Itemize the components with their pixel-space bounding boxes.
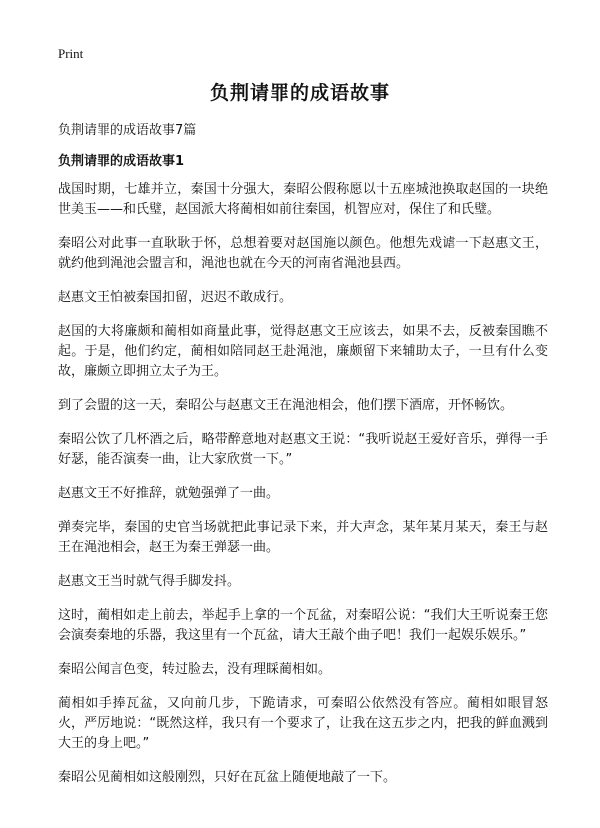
paragraph: 赵惠文王怕被秦国扣留，迟迟不敢成行。 <box>58 290 293 305</box>
article-body <box>58 180 548 802</box>
paragraph: 蔺相如手捧瓦盆，又向前几步，下跪请求，可秦昭公依然没有答应。蔺相如眼冒怒火，严厉地说：“既然这样，我只有一个要求了，让我在这五步之内，把我的鲜血溅到大王的身上吧。” <box>58 696 548 751</box>
paragraph: 秦昭公对此事一直耿耿于怀，总想着要对赵国施以颜色。他想先戏谑一下赵惠文王，就约他到渑池会盟言和，渑池也就在今天的河南省渑池县西。 <box>58 236 548 271</box>
document-subtitle: 负荆请罪的成语故事7篇 <box>58 123 197 138</box>
paragraph: 赵惠文王当时就气得手脚发抖。 <box>58 574 241 589</box>
paragraph: 赵国的大将廉颇和蔺相如商量此事，觉得赵惠文王应该去，如果不去，反被秦国瞧不起。于是，他们约定，蔺相如陪同赵王赴渑池，廉颇留下来辅助太子，一旦有什么变故，廉颇立即拥立太子为王。 <box>58 324 548 379</box>
paragraph: 秦昭公闻言色变，转过脸去，没有理睬蔺相如。 <box>58 662 332 677</box>
page-title: 负荆请罪的成语故事 <box>209 82 390 104</box>
section-heading: 负荆请罪的成语故事1 <box>58 154 185 169</box>
paragraph: 秦昭公见蔺相如这般刚烈，只好在瓦盆上随便地敲了一下。 <box>58 770 397 785</box>
paragraph: 弹奏完毕，秦国的史官当场就把此事记录下来，并大声念，某年某月某天，秦王与赵王在渑池相会，赵王为秦王弹瑟一曲。 <box>58 520 548 555</box>
print-link[interactable]: Print <box>58 46 84 61</box>
paragraph: 这时，蔺相如走上前去，举起手上拿的一个瓦盆，对秦昭公说：“我们大王听说秦王您会演奏秦地的乐器，我这里有一个瓦盆，请大王敲个曲子吧！我们一起娱乐娱乐。” <box>58 608 548 643</box>
paragraph: 战国时期，七雄并立，秦国十分强大，秦昭公假称愿以十五座城池换取赵国的一块绝世美玉——和氏璧，赵国派大将蔺相如前往秦国，机智应对，保住了和氏璧。 <box>58 182 548 217</box>
paragraph: 秦昭公饮了几杯酒之后，略带醉意地对赵惠文王说：“我听说赵王爱好音乐，弹得一手好瑟，能否演奏一曲，让大家欣赏一下。” <box>58 432 548 467</box>
paragraph: 赵惠文王不好推辞，就勉强弹了一曲。 <box>58 486 280 501</box>
paragraph: 到了会盟的这一天，秦昭公与赵惠文王在渑池相会，他们摆下酒席，开怀畅饮。 <box>58 398 514 413</box>
